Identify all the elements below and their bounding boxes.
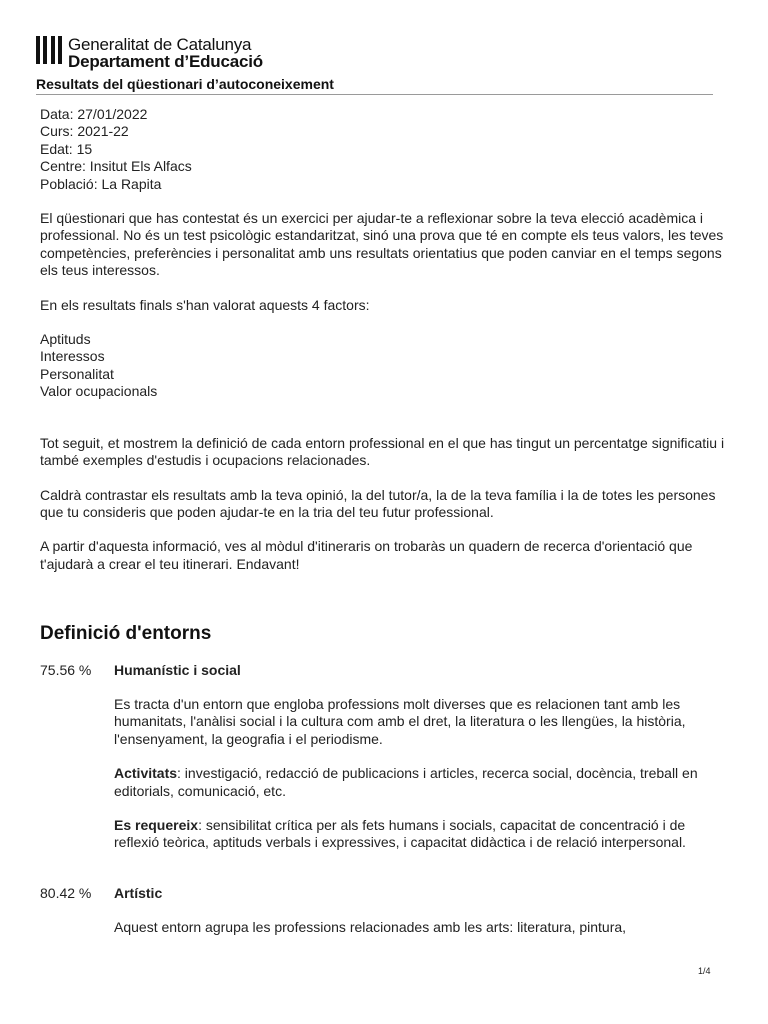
- document-title: Resultats del qüestionari d’autoconeixement: [36, 76, 334, 92]
- document-body: [40, 106, 730, 573]
- generalitat-logo: [36, 36, 713, 70]
- school-field: Centre: Insitut Els Alfacs: [40, 158, 192, 175]
- entry-percentage: 80.42 %: [40, 885, 92, 901]
- factors-list: [40, 331, 730, 401]
- student-info: [40, 106, 730, 193]
- town-field: Població: La Rapita: [40, 175, 162, 192]
- entry-description: Es tracta d'un entorn que engloba professions molt diverses que es relacionen tant amb les humanitats, l'anàlisi social i la cultura com amb el dret, la literatura o les llengües, la història, l'ensenyament, la geografia i el periodisme.: [114, 696, 686, 747]
- intro-paragraph-2: En els resultats finals s'han valorat aquests 4 factors:: [40, 296, 370, 313]
- document-header: [36, 36, 713, 70]
- course-field: Curs: 2021-22: [40, 123, 129, 140]
- entry-description: Aquest entorn agrupa les professions relacionades amb les arts: literatura, pintura,: [114, 919, 627, 935]
- entry-body: [114, 919, 729, 953]
- activities-label: Activitats: [114, 765, 178, 782]
- factor-item: Valor ocupacionals: [40, 383, 158, 400]
- intro-paragraph-4: Caldrà contrastar els resultats amb la teva opinió, la del tutor/a, la de la teva família i la de totes les persones que tu consideris que poden ajudar-te en la tria del teu futur professional.: [40, 486, 716, 520]
- org-name: Generalitat de Catalunya: [68, 35, 252, 54]
- requirements-label: Es requereix: [114, 817, 199, 834]
- factor-item: Personalitat: [40, 365, 114, 382]
- intro-paragraph-1: El qüestionari que has contestat és un exercici per ajudar-te a reflexionar sobre la teva elecció acadèmica i professional. No és un test psicològic estandaritzat, sinó una prova que té en compte els teus valors, les teves competències, preferències i personalitat amb uns resultats orientatius que poden canviar en el temps segons els teus interessos.: [40, 210, 724, 279]
- department-name: Departament d’Educació: [68, 52, 263, 71]
- entry-activities: [114, 765, 729, 800]
- entry-body: [114, 696, 729, 869]
- factor-item: Aptituds: [40, 331, 91, 348]
- entry-name: Humanístic i social: [114, 662, 241, 678]
- factor-item: Interessos: [40, 348, 105, 365]
- activities-text: : investigació, redacció de publicacions i articles, recerca social, docència, treball en editorials, comunicació, etc.: [114, 765, 698, 799]
- header-divider: [36, 94, 713, 95]
- entry-percentage: 75.56 %: [40, 662, 92, 678]
- date-field: Data: 27/01/2022: [40, 106, 148, 122]
- entry-name: Artístic: [114, 885, 163, 901]
- intro-paragraph-5: A partir d'aquesta informació, ves al mòdul d'itineraris on trobaràs un quadern de recerca d'orientació que t'ajudarà a crear el teu itinerari. Endavant!: [40, 538, 693, 572]
- entry-requirements: [114, 817, 729, 852]
- age-field: Edat: 15: [40, 140, 93, 157]
- senyera-logo-icon: [36, 36, 62, 64]
- intro-paragraph-3: Tot seguit, et mostrem la definició de cada entorn professional en el que has tingut un percentatge significatiu i també exemples d'estudis i ocupacions relacionades.: [40, 434, 725, 469]
- section-heading: Definició d'entorns: [40, 623, 212, 644]
- page-number: 1/4: [698, 966, 711, 976]
- requirements-text: : sensibilitat crítica per als fets humans i socials, capacitat de concentració i de reflexió teòrica, aptituds verbals i expressives, i capacitat didàctica i de relació interpersonal.: [114, 817, 686, 851]
